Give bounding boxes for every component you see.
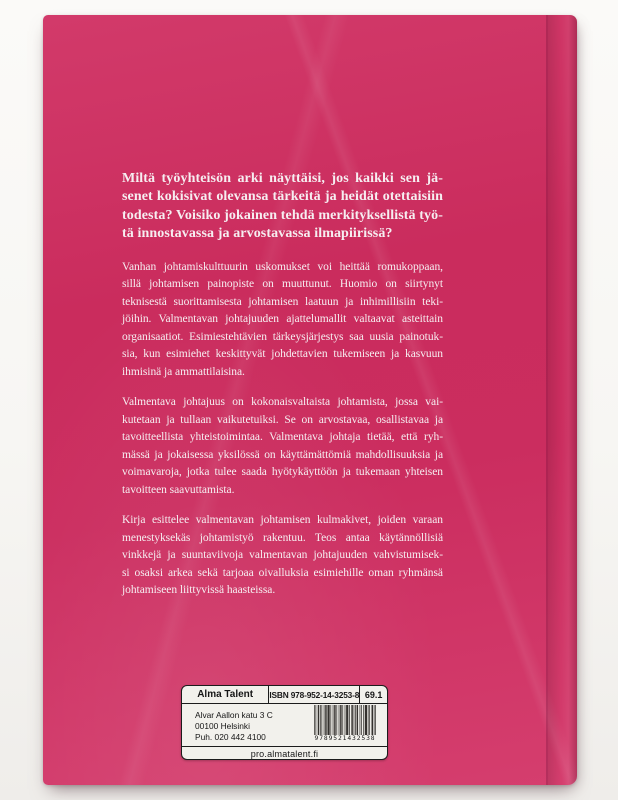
label-header-row	[182, 686, 387, 704]
blurb-paragraph	[122, 259, 443, 382]
label-middle-row	[182, 704, 387, 746]
barcode	[313, 705, 377, 742]
text-line: Miltä työyhteisön arki näyttäisi, jos kaikki sen jä-	[122, 171, 443, 186]
text-line: tä innostavassa ja arvostavassa ilmapiirissä?	[122, 226, 393, 242]
text-line: Vanhan johtamiskulttuurin uskomukset voi heittää romukoppaan,	[122, 260, 443, 273]
text-line: senet kokisivat olevansa tärkeitä ja heidät otettaisiin	[122, 189, 443, 205]
text-line: ihmisinä ja ammattilaisina.	[122, 365, 245, 378]
barcode-digits: 9789521432538	[314, 735, 376, 742]
text-line: sia, kun esimiehet keskittyvät johdettavien tukemiseen ja kasvuun	[122, 348, 443, 361]
website-url: pro.almatalent.fi	[182, 746, 387, 760]
text-line: Kirja esittelee valmentavan johtamisen kulmakivet, joiden varaan	[122, 514, 443, 527]
publisher-label	[181, 685, 388, 760]
address-block	[195, 710, 273, 742]
blurb-paragraph	[122, 394, 443, 499]
text-line: mässä ja jokaisessa yksilössä on käyttämättömiä mahdollisuuksia ja	[122, 448, 443, 461]
classification-code: 69.1	[364, 689, 383, 700]
text-line: 00100 Helsinki	[195, 720, 250, 731]
book-back-cover	[43, 15, 577, 785]
spine-edge	[548, 15, 577, 785]
text-line: menestyksekäs johtamistyö rakentuu. Teos antaa käytännöllisiä	[122, 531, 443, 544]
text-line: johtamiseen liittyvissä haasteissa.	[122, 584, 276, 597]
publisher-name: Alma Talent	[182, 686, 269, 703]
text-line: kutetaan ja tullaan vaikutetuiksi. Se on arvostavaa, osallistavaa ja	[122, 413, 443, 426]
text-line: Valmentava johtajuus on kokonaisvaltaista johtamista, jossa vai-	[122, 396, 443, 409]
text-line: todesta? Voisiko jokainen tehdä merkityksellistä työ-	[122, 207, 443, 223]
text-line: teknisestä suorittamisesta johtamisen laatuun ja inhimillisiin teki-	[122, 295, 443, 308]
text-line: organisaatiot. Esimiestehtävien tärkeysjärjestys saa uusia painotuk-	[122, 330, 443, 343]
barcode-bars	[314, 705, 376, 735]
text-line: voimavaroja, jotka tulee saada hyötykäyttöön ja tukemaan yhteisen	[122, 466, 443, 479]
blurb-lead	[122, 170, 443, 244]
text-line: sillä johtamisen painopiste on muuttunut. Huomio on siirtynyt	[122, 278, 443, 291]
text-line: jöihin. Valmentavan johtajuuden ajattelumallit valtaavat asteittain	[122, 313, 443, 326]
text-line: Puh. 020 442 4100	[195, 731, 266, 742]
text-line: si osaksi arkea sekä tarjoaa oivalluksia esimiehille oman ryhmänsä	[122, 566, 443, 579]
text-line: tavoitteellista yhteistoimintaa. Valmentava johtaja tietää, että ryh-	[122, 431, 443, 444]
text-line: tavoitteen saavuttamista.	[122, 483, 235, 496]
text-line: Alvar Aallon katu 3 C	[195, 710, 273, 720]
blurb	[122, 170, 443, 613]
text-line: vinkkejä ja suuntaviivoja valmentavan johtajuuden vahvistumisek-	[122, 549, 443, 562]
isbn-text: ISBN 978-952-14-3253-8	[269, 686, 360, 703]
blurb-paragraph	[122, 512, 443, 600]
